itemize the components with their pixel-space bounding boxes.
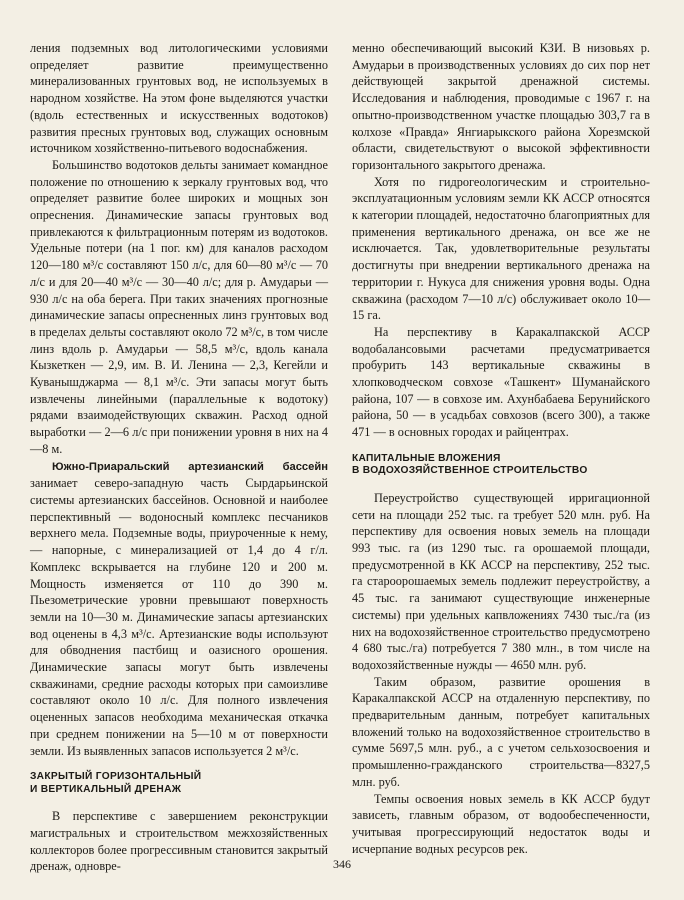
run-in-heading: Южно-Приаральский артезианский бассейн: [52, 460, 328, 473]
paragraph-text: занимает северо-западную часть Сырдарьинской системы артезианских бассейнов. Основной и наиболее перспективный — водоносный комплекс песчаников верхнего мела. Подземные воды, приуроченные к нему, — напорные, с минерализацией от 1,4 до 4 г/л. Комплекс вскрывается на глубине 120 и 200 м. Мощность изменяется от 110 до 390 м. Пьезометрические уровни превышают поверхность земли на 10—30 м. Динамические запасы артезианских вод оценены в 4,3 м³/с. Артезианские воды используют для обводнения пастбищ и оазисного орошения. Динамические запасы могут быть извлечены скважинами, средние расходы которых при самоизливе составляют около 10 л/с. Для полного извлечения оцененных запасов необходима механическая откачка при среднем понижении на 5—10 м от поверхности земли. Из выявленных запасов используется 2 м³/с.: [30, 476, 328, 758]
paragraph: На перспективу в Каракалпакской АССР водобалансовыми расчетами предусматривается пробурить 143 вертикальные скважины в хлопководческом совхозе «Ташкент» Шуманайского района, 107 — в совхозе им. Ахунбабаева Берунийского района, 50 — в усадьбах совхозов (всего 300), а также 471 — в основных городах и райцентрах.: [352, 324, 650, 440]
paragraph: Хотя по гидрогеологическим и строительно-эксплуатационным условиям земли КК АССР относятся к категории площадей, недостаточно благоприятных для применения вертикального дренажа, он все же не исключается. Так, удовлетворительные результаты достигнуты при внедрении вертикального дренажа на территории г. Нукуса для снижения уровня воды. Одна скважина (расходом 7—10 л/с) обслуживает около 10—15 га.: [352, 174, 650, 323]
paragraph: Переустройство существующей ирригационной сети на площади 252 тыс. га требует 520 млн. руб. На перспективу для освоения новых земель на площади 993 тыс. га (из 1290 тыс. га орошаемой площади, предусмотренной в КК АССР на перспективу, 252 тыс. га староорошаемых земель подлежит переустройству, а 45 тыс. га занимают существующие инженерные системы) при удельных капвложениях 7430 тыс./га (из них на водохозяйственное строительство предусмотрено 4 680 тыс./га) потребуется 7 380 млн., в том числе на водохозяйственные нужды — 4650 млн. руб.: [352, 490, 650, 672]
left-column: [30, 40, 328, 875]
section-heading-line: КАПИТАЛЬНЫЕ ВЛОЖЕНИЯ: [352, 452, 501, 464]
paragraph: В перспективе с завершением реконструкции магистральных и строительством межхозяйственных коллекторов более прогрессивным становится закрытый дренаж, одновре-: [30, 809, 328, 874]
section-heading-line: В ВОДОХОЗЯЙСТВЕННОЕ СТРОИТЕЛЬСТВО: [352, 465, 588, 477]
paragraph: ления подземных вод литологическими условиями определяет развитие преимущественно минерализованных грунтовых вод, не используемых в народном хозяйстве. На этом фоне выделяются участки (вдоль естественных и искусственных водотоков) развития пресных грунтовых вод, служащих основным источником хозяйственно-питьевого водоснабжения.: [30, 41, 328, 156]
section-heading: [30, 771, 328, 796]
section-heading: [352, 453, 650, 478]
section-heading-line: И ВЕРТИКАЛЬНЫЙ ДРЕНАЖ: [30, 783, 182, 795]
section-heading-line: ЗАКРЫТЫЙ ГОРИЗОНТАЛЬНЫЙ: [30, 771, 202, 783]
paragraph: Таким образом, развитие орошения в Каракалпакской АССР на отдаленную перспективу, по предварительным данным, потребует капитальных вложений только на водохозяйственное строительство в сумме 5697,5 млн. руб., а с учетом сельхозосвоения и промышленно-гражданского строительства—8327,5 млн. руб.: [352, 674, 650, 789]
paragraph: Темпы освоения новых земель в КК АССР будут зависеть, главным образом, от водообеспеченности, учитывая прогрессирующий недостаток воды и исчерпание водных ресурсов рек.: [352, 791, 650, 856]
paragraph: менно обеспечивающий высокий КЗИ. В низовьях р. Амударьи в производственных условиях до сих пор нет действующей закрытой дренажной системы. Исследования и наблюдения, проводимые с 1967 г. на опытно-производственном участке площадью 303,7 га в колхозе «Правда» Янгиарыкского района Хорезмской области, свидетельствуют о высокой эффективности горизонтального закрытого дренажа.: [352, 41, 650, 172]
paragraph: Большинство водотоков дельты занимает командное положение по отношению к зеркалу грунтовых вод, что определяет развитие более широких и мощных зон опреснения. Динамические запасы грунтовых вод привлекаются к фильтрационным потерям из водотоков. Удельные потери (на 1 пог. км) для каналов расходом 120—180 м³/с составляют 150 л/с, для 60—80 м³/с — 70 л/с и для 20—40 м³/с — 30—40 л/с; для р. Амударьи — 930 л/с на оба берега. При таких значениях прогнозные динамические запасы опресненных линз грунтовых вод в пределах дельты составляют около 72 м³/с, в том числе линз вдоль р. Амударьи — 58,5 м³/с, вдоль канала Кызкеткен — 2,9, им. В. И. Ленина — 2,3, Кегейли и Куванышджарма — 8,1 м³/с. Эти запасы могут быть извлечены линейными (параллельные к водотоку) рядами взаимодействующих скважин. Расход одной выработки — 2—6 л/с при понижении уровня в них на 4—8 м.: [30, 157, 328, 456]
page-number: 346: [333, 857, 351, 871]
right-column: [352, 40, 650, 857]
paragraph: [30, 458, 328, 760]
